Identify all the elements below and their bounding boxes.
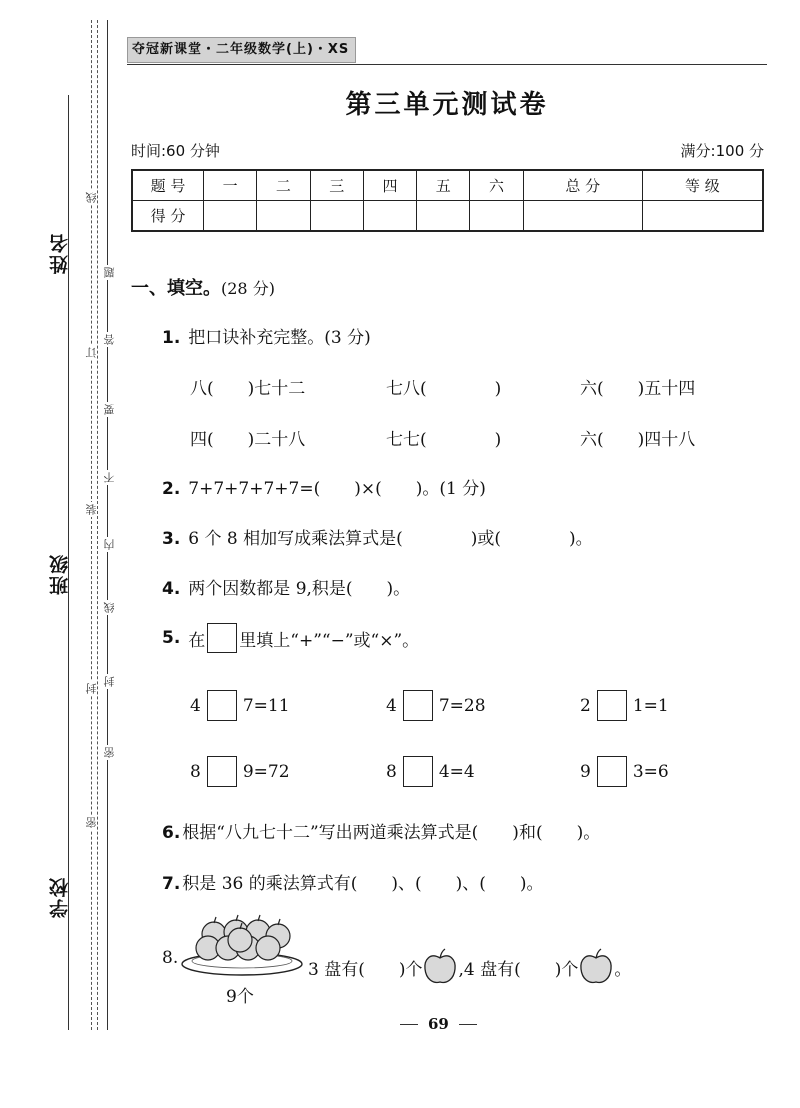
operator-box[interactable]: [597, 756, 627, 787]
operand: 2: [580, 695, 591, 716]
equation: [190, 756, 290, 787]
operand: 9=72: [242, 761, 290, 782]
question-7[interactable]: [162, 869, 544, 894]
full-score: 满分:100 分: [680, 142, 764, 160]
operator-box-example: [207, 623, 237, 653]
score-input-cell[interactable]: [417, 201, 470, 232]
operand: 8: [190, 761, 201, 782]
cut-char: 线: [85, 192, 98, 203]
equation: [190, 690, 290, 721]
operator-box[interactable]: [403, 756, 433, 787]
question-text: 根据“八九七十二”写出两道乘法算式是( )和( )。: [182, 823, 601, 843]
question-text: 。: [614, 959, 632, 980]
question-text: ,4 盘有( )个: [458, 959, 579, 980]
operand: 8: [386, 761, 397, 782]
page-number-value: 69: [428, 1015, 449, 1033]
series-label: 夺冠新课堂・二年级数学(上)・XS: [127, 37, 356, 63]
section-heading: [131, 274, 275, 300]
operator-box[interactable]: [207, 756, 237, 787]
operand: 7=28: [438, 695, 486, 716]
page-title: 第三单元测试卷: [345, 90, 549, 120]
operand: 4=4: [438, 761, 475, 782]
operator-box[interactable]: [597, 690, 627, 721]
question-text-pre: 在: [188, 630, 206, 651]
operand: 4: [386, 695, 397, 716]
score-input-cell[interactable]: [363, 201, 416, 232]
page-number-dash: [459, 1024, 477, 1025]
cut-char: 装: [85, 504, 98, 515]
question-text: 两个因数都是 9,积是( )。: [188, 579, 411, 599]
question-text: 3 盘有( )个: [308, 959, 423, 980]
question-text: 积是 36 的乘法算式有( )、( )、( )。: [182, 874, 544, 894]
answer-blank[interactable]: 七八( ): [386, 379, 502, 399]
score-table-header-row: [132, 170, 763, 201]
question-number: 1.: [162, 328, 181, 348]
header-rule: [127, 64, 767, 65]
question-text: 7+7+7+7+7=( )×( )。(1 分): [188, 479, 486, 499]
table-cell: 得 分: [132, 201, 204, 232]
cut-char: 题: [103, 267, 116, 278]
cut-char: 密: [103, 747, 116, 758]
apple-icon: [578, 948, 614, 986]
answer-blank[interactable]: 六( )四十八: [580, 430, 696, 450]
cut-char: 密: [85, 817, 98, 828]
margin-dashed-line: [91, 20, 92, 1030]
table-cell: 二: [257, 170, 310, 201]
score-input-cell[interactable]: [204, 201, 257, 232]
question-number: 3.: [162, 529, 181, 549]
question-number: 4.: [162, 579, 181, 599]
score-input-cell[interactable]: [310, 201, 363, 232]
question-number: 7.: [162, 874, 181, 894]
question-number: 6.: [162, 823, 181, 843]
answer-blank[interactable]: 七七( ): [386, 430, 502, 450]
question-text: 把口诀补充完整。(3 分): [188, 328, 371, 348]
score-input-cell[interactable]: [470, 201, 523, 232]
question-6[interactable]: [162, 818, 600, 843]
class-label: 班级: [49, 553, 71, 595]
equation: [386, 690, 486, 721]
operator-box[interactable]: [207, 690, 237, 721]
operand: 4: [190, 695, 201, 716]
plate-label: 9个: [226, 987, 254, 1007]
name-label: 姓名: [49, 232, 71, 274]
school-label: 学校: [49, 876, 71, 918]
cut-char: 封: [103, 676, 116, 687]
answer-blank[interactable]: 六( )五十四: [580, 379, 696, 399]
cut-char: 不: [103, 472, 116, 483]
score-input-cell[interactable]: [523, 201, 642, 232]
question-5: [162, 623, 419, 653]
section-title: 一、填空。: [131, 278, 221, 299]
operator-box[interactable]: [403, 690, 433, 721]
table-cell: 五: [417, 170, 470, 201]
equation: [580, 690, 669, 721]
score-table: [131, 169, 764, 232]
question-4[interactable]: [162, 574, 410, 599]
section-points: (28 分): [221, 279, 275, 298]
margin-inner-rule: [107, 20, 108, 1030]
apple-icon: [422, 948, 458, 986]
cut-char: 答: [103, 334, 116, 345]
apple-plate-icon: [180, 912, 308, 980]
table-cell: 等 级: [642, 170, 763, 201]
operand: 3=6: [632, 761, 669, 782]
page-number: [400, 1015, 477, 1033]
page-number-dash: [400, 1024, 418, 1025]
cut-char: 内: [103, 539, 116, 550]
operand: 1=1: [632, 695, 669, 716]
question-8-number: 8.: [162, 948, 179, 968]
time-limit: 时间:60 分钟: [131, 142, 220, 160]
question-8[interactable]: [308, 948, 631, 986]
cut-char: 线: [103, 602, 116, 613]
score-input-cell[interactable]: [642, 201, 763, 232]
margin-dashed-line-2: [97, 20, 98, 1030]
operand: 7=11: [242, 695, 290, 716]
question-number: 2.: [162, 479, 181, 499]
question-1: [162, 323, 371, 348]
equation: [580, 756, 669, 787]
answer-blank[interactable]: 八( )七十二: [190, 379, 306, 399]
equation: [386, 756, 475, 787]
table-cell: 题 号: [132, 170, 204, 201]
table-cell: 六: [470, 170, 523, 201]
table-cell: 三: [310, 170, 363, 201]
score-input-cell[interactable]: [257, 201, 310, 232]
operand: 9: [580, 761, 591, 782]
question-number: 5.: [162, 628, 181, 648]
score-table-score-row: [132, 201, 763, 232]
question-text-post: 里填上“+”“−”或“×”。: [239, 630, 420, 651]
table-cell: 总 分: [523, 170, 642, 201]
answer-blank[interactable]: 四( )二十八: [190, 430, 306, 450]
cut-char: 要: [103, 404, 116, 415]
table-cell: 四: [363, 170, 416, 201]
cut-char: 订: [85, 347, 98, 358]
question-3[interactable]: [162, 524, 593, 549]
question-2[interactable]: [162, 474, 486, 499]
question-text: 6 个 8 相加写成乘法算式是( )或( )。: [188, 529, 593, 549]
cut-char: 封: [85, 683, 98, 694]
table-cell: 一: [204, 170, 257, 201]
